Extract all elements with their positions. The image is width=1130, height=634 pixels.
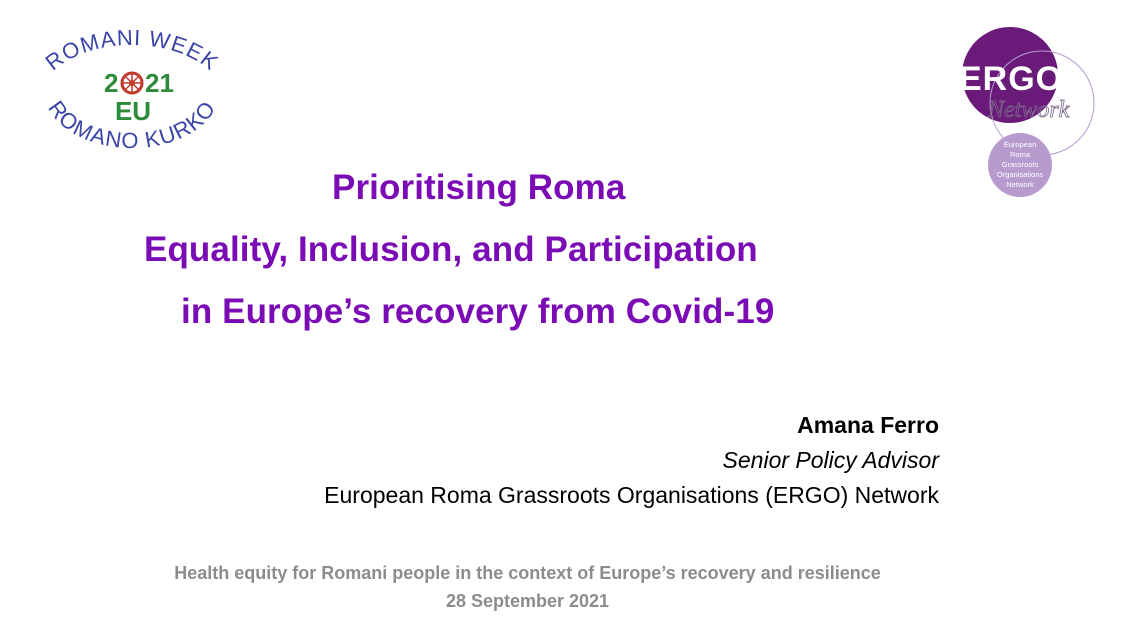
presenter-organisation: European Roma Grassroots Organisations (ERGO) Network [324, 482, 939, 508]
logo-arc-bottom-text: ROMANO KURKO [43, 95, 221, 154]
title-line-1: Prioritising Roma [332, 168, 626, 207]
ergo-script-text: Network [988, 97, 1070, 123]
ergo-network-logo [950, 25, 1110, 205]
ergo-small-line-4: Organisations [996, 170, 1044, 179]
ergo-small-line-5: Network [1006, 180, 1034, 189]
event-date: 28 September 2021 [445, 591, 610, 611]
logo-region-text: EU [114, 96, 152, 126]
ergo-small-line-1: European [1003, 140, 1037, 149]
title-line-3: in Europe’s recovery from Covid-19 [181, 292, 775, 331]
event-title: Health equity for Romani people in the context of Europe’s recovery and resilience [174, 563, 881, 583]
logo-year-text-end: 21 [145, 68, 174, 98]
ergo-small-line-3: Grassroots [1001, 160, 1039, 169]
romani-week-logo-graphic [22, 30, 242, 160]
chakra-wheel-icon [122, 73, 142, 93]
logo-arc-top-text: ROMANI WEEK [40, 30, 224, 76]
presenter-role: Senior Policy Advisor [722, 447, 939, 473]
ergo-network-logo-graphic [950, 25, 1110, 205]
romani-week-logo [22, 30, 242, 160]
ergo-small-line-2: Roma [1009, 150, 1031, 159]
presenter-name: Amana Ferro [797, 412, 939, 438]
svg-text:ROMANI WEEK [41, 30, 224, 75]
logo-year-text: 2 [104, 68, 119, 98]
title-line-2: Equality, Inclusion, and Participation [144, 230, 758, 269]
ergo-big-text: ERGO [959, 60, 1064, 98]
